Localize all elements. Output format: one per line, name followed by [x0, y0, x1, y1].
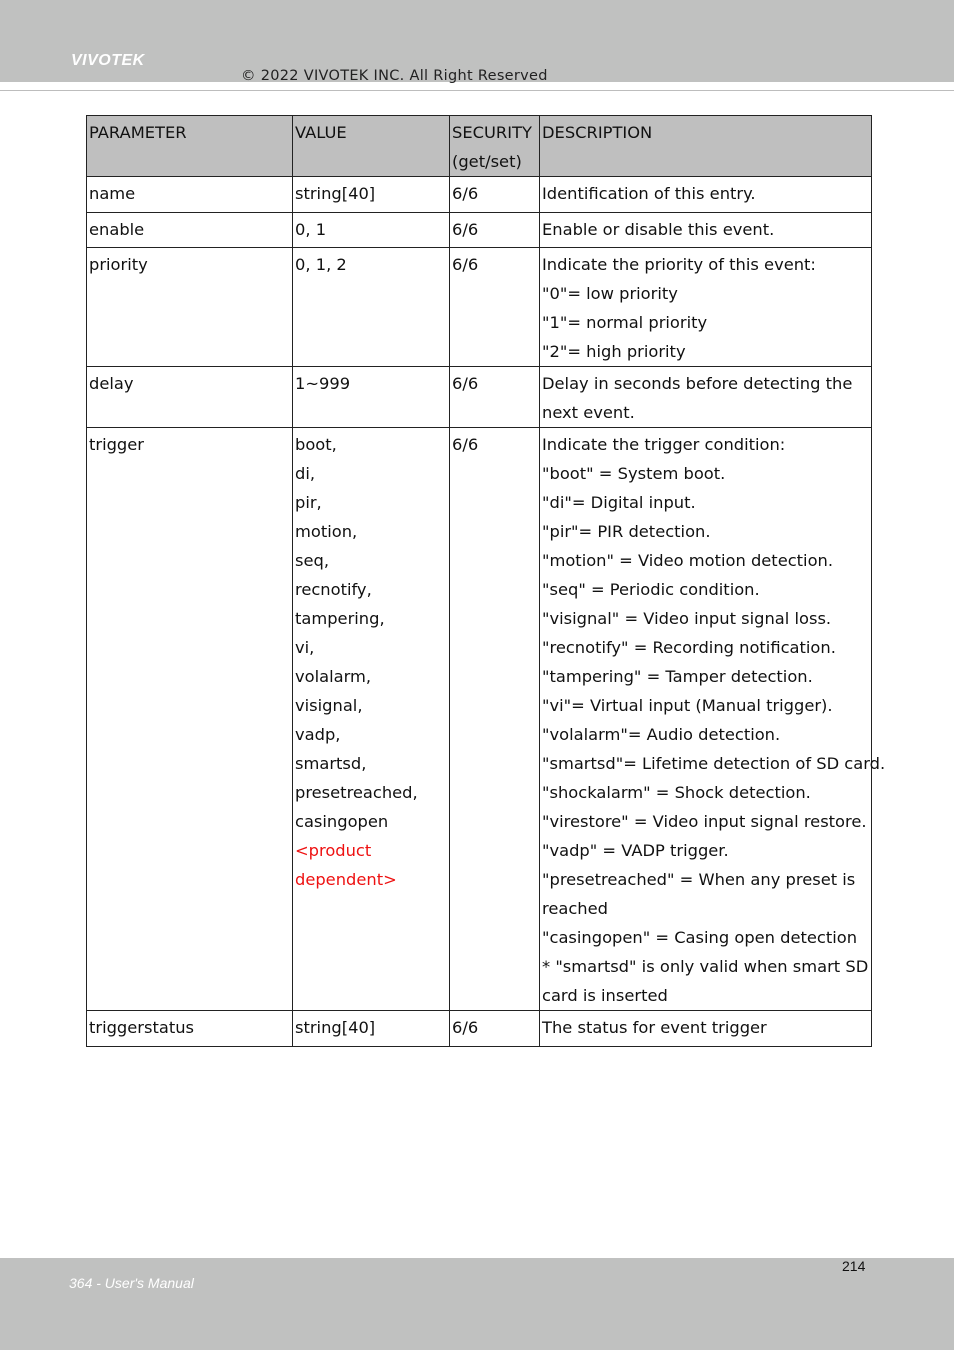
table-row — [87, 367, 872, 428]
table-header-row — [87, 116, 872, 177]
cell-value: 1~999 — [293, 367, 450, 428]
cell-description: Delay in seconds before detecting the next event. — [540, 367, 872, 428]
header-value: VALUE — [293, 116, 450, 177]
cell-description: Indicate the priority of this event: "0"= low priority "1"= normal priority "2"= high priority — [540, 248, 872, 367]
cell-value: boot, di, pir, motion, seq, recnotify, tampering, vi, volalarm, visignal, vadp, smartsd, presetreached, casingopen <product dependent> — [293, 428, 450, 1011]
header-parameter: PARAMETER — [87, 116, 293, 177]
table-row — [87, 428, 872, 1011]
cell-description: Indicate the trigger condition: "boot" = System boot. "di"= Digital input. "pir"= PIR detection. "motion" = Video motion detection. "seq" = Periodic condition. "visignal" = Video input signal loss. "recnotify" = Recording notification. "tampering" = Tamper detection. "vi"= Virtual input (Manual trigger). "volalarm"= Audio detection. "smartsd"= Lifetime detection of SD card. "shockalarm" = Shock detection. "virestore" = Video input signal restore. "vadp" = VADP trigger. "presetreached" = When any preset is reached "casingopen" = Casing open detection * "smartsd" is only valid when smart SD card is inserted — [540, 428, 872, 1011]
cell-value: string[40] — [293, 177, 450, 213]
cell-security: 6/6 — [450, 248, 540, 367]
table-row — [87, 248, 872, 367]
table-row — [87, 213, 872, 248]
table-row — [87, 177, 872, 213]
parameter-table — [86, 115, 886, 1047]
table-body — [87, 177, 886, 1047]
cell-parameter: delay — [87, 367, 293, 428]
copyright-notice: © 2022 VIVOTEK INC. All Right Reserved — [241, 68, 548, 84]
header-security: SECURITY (get/set) — [450, 116, 540, 177]
page-number: 214 — [842, 1258, 866, 1274]
cell-value: 0, 1 — [293, 213, 450, 248]
cell-value: 0, 1, 2 — [293, 248, 450, 367]
brand-logo-text: VIVOTEK — [71, 52, 145, 69]
cell-description: Enable or disable this event. — [540, 213, 872, 248]
cell-security: 6/6 — [450, 428, 540, 1011]
cell-parameter: priority — [87, 248, 293, 367]
cell-parameter: trigger — [87, 428, 293, 1011]
manual-label: 364 - User's Manual — [69, 1275, 194, 1291]
cell-security: 6/6 — [450, 1011, 540, 1047]
cell-parameter: enable — [87, 213, 293, 248]
product-dependent-note: <product — [295, 841, 372, 860]
cell-security: 6/6 — [450, 213, 540, 248]
table-row — [87, 1011, 872, 1047]
cell-parameter: triggerstatus — [87, 1011, 293, 1047]
cell-security: 6/6 — [450, 367, 540, 428]
cell-description: The status for event trigger — [540, 1011, 872, 1047]
cell-description: Identification of this entry. — [540, 177, 872, 213]
cell-parameter: name — [87, 177, 293, 213]
page-footer-band — [0, 1258, 954, 1350]
cell-security: 6/6 — [450, 177, 540, 213]
product-dependent-note: dependent> — [295, 870, 397, 889]
header-divider — [0, 90, 954, 91]
cell-value: string[40] — [293, 1011, 450, 1047]
header-description: DESCRIPTION — [540, 116, 872, 177]
